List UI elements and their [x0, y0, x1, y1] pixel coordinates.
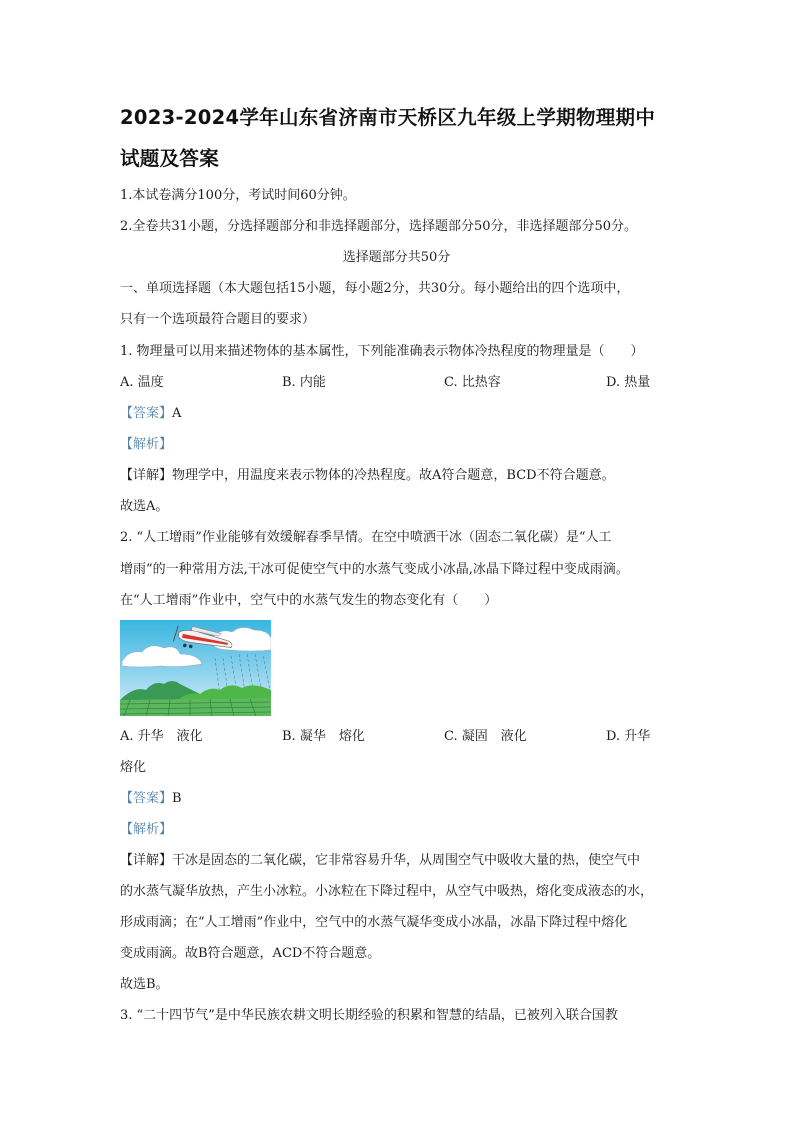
section-heading: 选择题部分共50分 [342, 250, 451, 265]
detail-text: 物理学中，用温度来表示物体的冷热程度。故A符合题意，BCD不符合题意。 [172, 468, 615, 483]
question-2-detail-line2: 的水蒸气凝华放热，产生小冰粒。小冰粒在下降过程中，从空气中吸热，熔化变成液态的水， [120, 884, 654, 899]
question-1-option-a: A. 温度 [120, 375, 164, 390]
part-one-instructions-line2: 只有一个选项最符合题目的要求） [120, 312, 316, 327]
document-title-line2: 试题及答案 [120, 147, 220, 170]
question-2-stem-line1: 2. “人工增雨”作业能够有效缓解春季旱情。在空中喷洒干冰（固态二氧化碳）是“人工 [120, 530, 612, 545]
question-2-answer [120, 791, 182, 807]
question-1-option-d: D. 热量 [606, 375, 651, 390]
question-2-conclusion: 故选B。 [120, 977, 169, 992]
question-2-detail-line4: 变成雨滴。故B符合题意，ACD不符合题意。 [120, 946, 381, 961]
question-2-detail-line3: 形成雨滴；在“人工增雨”作业中，空气中的水蒸气凝华变成小冰晶，冰晶下降过程中熔化 [120, 915, 628, 930]
question-1-analysis-label: 【解析】 [120, 437, 173, 452]
exam-note-2: 2.全卷共31小题，分选择题部分和非选择题部分，选择题部分50分，非选择题部分50分。 [120, 219, 638, 234]
answer-label: 【答案】 [120, 406, 173, 421]
question-2-analysis-label: 【解析】 [120, 822, 173, 837]
question-1-stem: 1. 物理量可以用来描述物体的基本属性，下列能准确表示物体冷热程度的物理量是（ ） [120, 344, 644, 359]
question-1-option-c: C. 比热容 [444, 375, 501, 390]
question-3-stem: 3. “二十四节气”是中华民族农耕文明长期经验的积累和智慧的结晶，已被列入联合国教 [120, 1008, 618, 1023]
question-1-option-b: B. 内能 [282, 375, 326, 390]
question-2-option-a: A. 升华 液化 [120, 729, 203, 744]
question-1-detail [120, 468, 615, 484]
airplane-cloud-seeding-figure [120, 620, 271, 716]
question-2-stem-line3: 在“人工增雨”作业中，空气中的水蒸气发生的物态变化有（ ） [120, 593, 498, 608]
question-2-option-c: C. 凝固 液化 [444, 729, 527, 744]
question-2-option-d-wrap: 熔化 [120, 760, 147, 775]
question-2-option-d: D. 升华 [606, 729, 651, 744]
answer-label: 【答案】 [120, 791, 173, 806]
part-one-instructions-line1: 一、单项选择题（本大题包括15小题，每小题2分，共30分。每小题给出的四个选项中， [120, 281, 630, 296]
detail-label: 【详解】 [120, 853, 173, 868]
answer-value: B [172, 791, 182, 806]
exam-note-1: 1.本试卷满分100分，考试时间60分钟。 [120, 188, 356, 203]
question-1-conclusion: 故选A。 [120, 499, 169, 514]
question-2-stem-line2: 增雨”的一种常用方法,干冰可促使空气中的水蒸气变成小冰晶,冰晶下降过程中变成雨滴。 [120, 562, 629, 577]
question-1-answer [120, 406, 181, 422]
answer-value: A [172, 406, 182, 421]
airplane-illustration-icon [120, 620, 271, 716]
question-2-option-b: B. 凝华 熔化 [282, 729, 365, 744]
question-2-detail-line1 [120, 853, 640, 869]
detail-text: 干冰是固态的二氧化碳，它非常容易升华，从周围空气中吸收大量的热，使空气中 [172, 853, 641, 868]
document-title-line1: 2023-2024学年山东省济南市天桥区九年级上学期物理期中 [120, 106, 656, 129]
detail-label: 【详解】 [120, 468, 173, 483]
